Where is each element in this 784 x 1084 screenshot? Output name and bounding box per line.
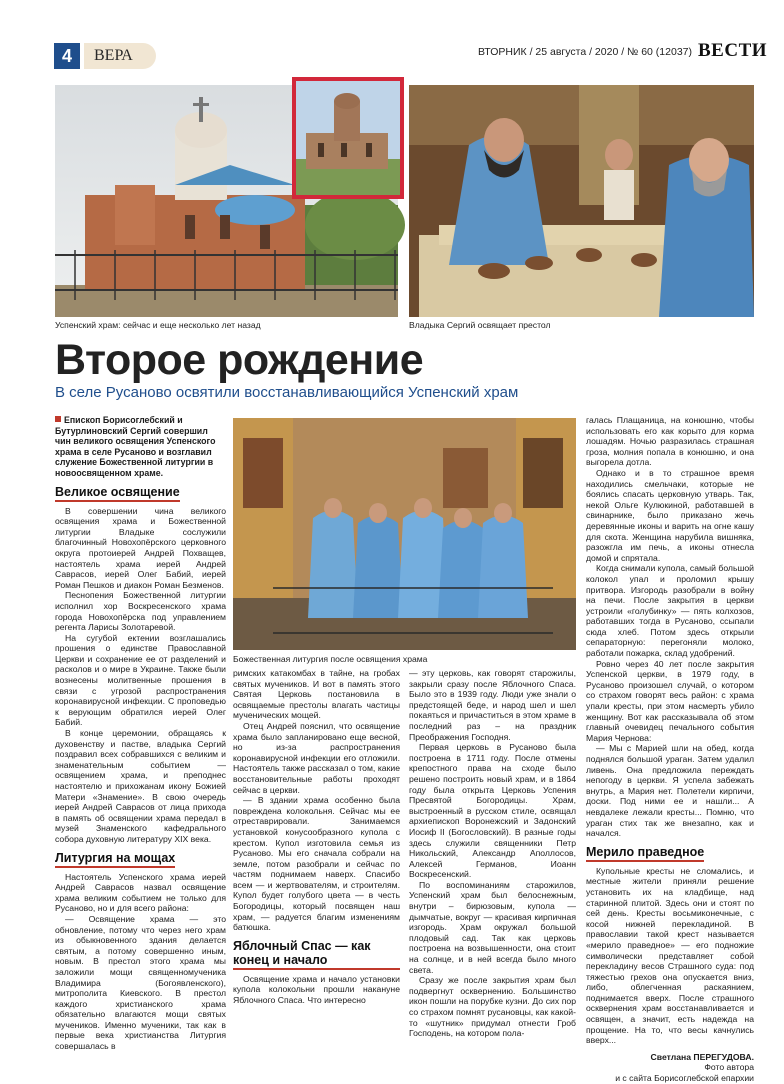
section-heading-3: Яблочный Спас — как конец и начало: [233, 939, 400, 970]
liturgy-photo-caption: Божественная литургия после освящения храма: [233, 654, 428, 664]
paragraph: Купольные кресты не сломались, и местные жители приняли решение установить их на кладбище, над старинной плитой. Здесь они и стоят по сей день. Кресты восьмиконечные, с косой нижней перекладиной. В православии такой крест называется «мерило праведное» — его подножие символически представляет собой перекладину весов Страшного суда: под тяжестью грехов она опускается вниз, либо, облегченная раскаянием, поднимается вверх. После страшного осквернения храм восстанавливается и освящен, а значит, есть надежда на прощение. На то, что весы качнулись вверх...: [586, 865, 754, 1046]
column-1: [55, 415, 226, 1052]
paragraph: Однако и в то страшное время находились смельчаки, которые не боялись спасать церковную утварь. Так, некой Ольге Кулюкиной, работавшей в свинарнике, было приказано жечь деревянные иконы и варить на огне кашу для скота. Женщина нарубила вишняка, разожгла им печь, а иконы отнесла домой и спрятала.: [586, 467, 754, 563]
issue-info: ВТОРНИК / 25 августа / 2020 / № 60 (12037): [478, 46, 692, 58]
photo-credit: Фото автора: [704, 1062, 754, 1073]
paragraph: Первая церковь в Русаново была построена в 1711 году. После отмены крепостного права на сходе было решено построить новый храм, и в 1864 году была открыта Церковь Успения Пресвятой Богородицы. Храм, выстроенный в русском стиле, освящал архиепископ Воронежский и Задонский Иосиф II (Богословский). В разные годы здесь служили священники Петр Никольский, Александр Аполлосов, Алексей Германов, Иоанн Воскресенский.: [409, 742, 576, 880]
paragraph: В конце церемонии, обращаясь к духовенству и пастве, владыка Сергий поздравил всех собравшихся с великим и знаменательным событием — освящением храма, и преподнес настоятелю и прихожанам икону Божией Матери «Знамение». В свою очередь иерей Андрей Савраcов от лица прихода в память об освящении храма передал в музей Знаменского кафедрального собора духовную литературу XIX века.: [55, 728, 226, 844]
paragraph: римских катакомбах в тайне, на гробах святых мучеников. И вот в память этого Святая Церковь постановила в освящаемые престолы влагать частицы мученических мощей.: [233, 668, 400, 721]
paragraph: В совершении чина великого освящения храма и Божественной литургии Владыке сослужили благочинный Новохопёрского церковного округа протоиерей Андрей Похващев, настоятель храма иерей Андрей Савраcов, иерей Олег Бабий, иерей Роман Пешков и диакон Роман Безменов.: [55, 505, 226, 590]
photo-credit: и с сайта Борисоглебской епархии: [615, 1073, 754, 1084]
section-heading-4: Мерило праведное: [586, 845, 704, 862]
rubric-label: ВЕРА: [84, 43, 156, 69]
paragraph: Песнопения Божественной литургии исполнил хор Воскресенского храма города Новохопёрска под управлением регента Ларисы Золотаревой.: [55, 590, 226, 633]
section-heading-2: Литургия на мощах: [55, 851, 175, 868]
paragraph: Сразу же после закрытия храм был подвергнут осквернению. Большинство икон пошли на порубке кузни. До сих пор со страхом помнят русановцы, как какой-то «шутник» придумал отнести Гроб Господень, на котором пола-: [409, 975, 576, 1039]
column-2: [233, 668, 400, 1006]
lead-paragraph: Епископ Борисоглебский и Бутурлиновский Сергий совершил чин великого освящения Успенского храма в селе Русаново и возглавил служение Божественной литургии в новоосвященном храме.: [55, 415, 216, 478]
author-signature: Светлана ПЕРЕГУДОВА.: [650, 1051, 754, 1062]
paragraph: Когда снимали купола, самый большой колокол упал и проломил крышу притвора. Изгородь разобрали в войну на печи. После закрытия в церкви устроили «голубинку» — пять колхозов, работавших тогда в Русаново, ссыпали сюда хлеб. Потом здесь открыли сепараторную: перегоняли молоко, работали пожарка, склад удобрений.: [586, 563, 754, 659]
paragraph: Отец Андрей пояснил, что освящение храма было запланировано еще весной, но из-за распространения коронавирусной инфекции его отложили. Настоятель также рассказал о том, какие восстановительные работы проходят сейчас в церкви.: [233, 720, 400, 795]
column-3: [409, 668, 576, 1039]
paragraph: — В здании храма особенно была повреждена колокольня. Сейчас мы ее отреставрировали. Занимаемся установкой конусообразного купола с крестом. Купол изготовила семья из Русаново. Мы его сначала собрали на земле, потом разобрали и сейчас по частям поднимаем наверх. Спасибо всем — и жертвователям, и строителям. Купол будет голубого цвета — в честь Богородицы, который посвящен наш храм, — радуется благим изменениям батюшка.: [233, 795, 400, 933]
altar-photo-caption: Владыка Сергий освящает престол: [409, 320, 551, 330]
church-photo-caption: Успенский храм: сейчас и еще несколько лет назад: [55, 320, 261, 330]
bullet-square-icon: [55, 416, 61, 422]
paragraph: — Мы с Марией шли на обед, когда поднялся большой ураган. Затем удалил ливень. Она предложила переждать непогоду в церкви. Я успела забежать внутрь, а Мария нет. Полетели кирпичи, доски. Под ними ее и нашли... А невдалеке лежали кресты... Помню, что ураган стих так же внезапно, как и начался.: [586, 743, 754, 839]
column-4: [586, 415, 754, 1084]
section-heading-1: Великое освящение: [55, 485, 180, 502]
paragraph: Настоятель Успенского храма иерей Андрей Савраcов назвал освящение храма великим событием не только для Русаново, но и для всего района:: [55, 871, 226, 914]
liturgy-photo: [233, 418, 576, 650]
ruined-church-inset-photo: [292, 77, 404, 199]
paragraph: По воспоминаниям старожилов, Успенский храм был белоснежным, внутри – бирюзовым, купола — дымчатые, вокруг — красивая кирпичная изгородь. Храм окружал большой плодовый сад. Так как церковь построена на возвышенности, она стоит на солнце, и в ней всегда было много света.: [409, 879, 576, 975]
paragraph: На сугубой ектении возглашались прошения о единстве Православной Церкви и сохранение ее от разделений и расколов и о мире в Украине. Также были вознесены молитвенные прошения в связи с угрозой распространения коронавирусной инфекции. С проповедью к верующим обратился иерей Олег Бабий.: [55, 632, 226, 728]
paragraph: — Освящение храма — это обновление, потому что через него храм из обыкновенного здания делается святым, а потому совершенно иным, новым. В престол этого храма мы заложили мощи священномученика Владимира (Богоявленского), митрополита Киевского. В престол каждого христианского храма обязательно влагаются мощи святых мучеников. Именно мученики, так как в первые века христианства Литургия совершалась в: [55, 913, 226, 1052]
article-title: Второе рождение: [55, 336, 424, 384]
paragraph: Освящение храма и начало установки купола колокольни прошли накануне Яблочного Спаса. Что интересно: [233, 973, 400, 1006]
paragraph: Ровно через 40 лет после закрытия Успенской церкви, в 1979 году, в Русаново произошел случай, о котором со страхом говорят весь район: с храма упали кресты, при этом насмерть убило женщину. Вот как рассказывала об этом главный очевидец печального события Мария Чернова:: [586, 658, 754, 743]
paragraph: — эту церковь, как говорят старожилы, закрыли сразу после Яблочного Спаса. Было это в 1939 году. Люди уже знали о предстоящей беде, и народ шел и шел покаяться и причаститься в этом храме в последний раз – на праздник Преображения Господня.: [409, 668, 576, 742]
altar-consecration-photo: [409, 85, 754, 317]
paragraph: галась Плащаница, на конюшню, чтобы использовать его как корыто для корма лошадям. Ночью разразилась страшная гроза, молния попала в конюшню, и она выгорела дотла.: [586, 415, 754, 468]
article-subtitle: В селе Русаново освятили восстанавливающийся Успенский храм: [55, 384, 519, 401]
newspaper-name: ВЕСТИ: [698, 40, 768, 61]
page-number: 4: [54, 43, 80, 69]
